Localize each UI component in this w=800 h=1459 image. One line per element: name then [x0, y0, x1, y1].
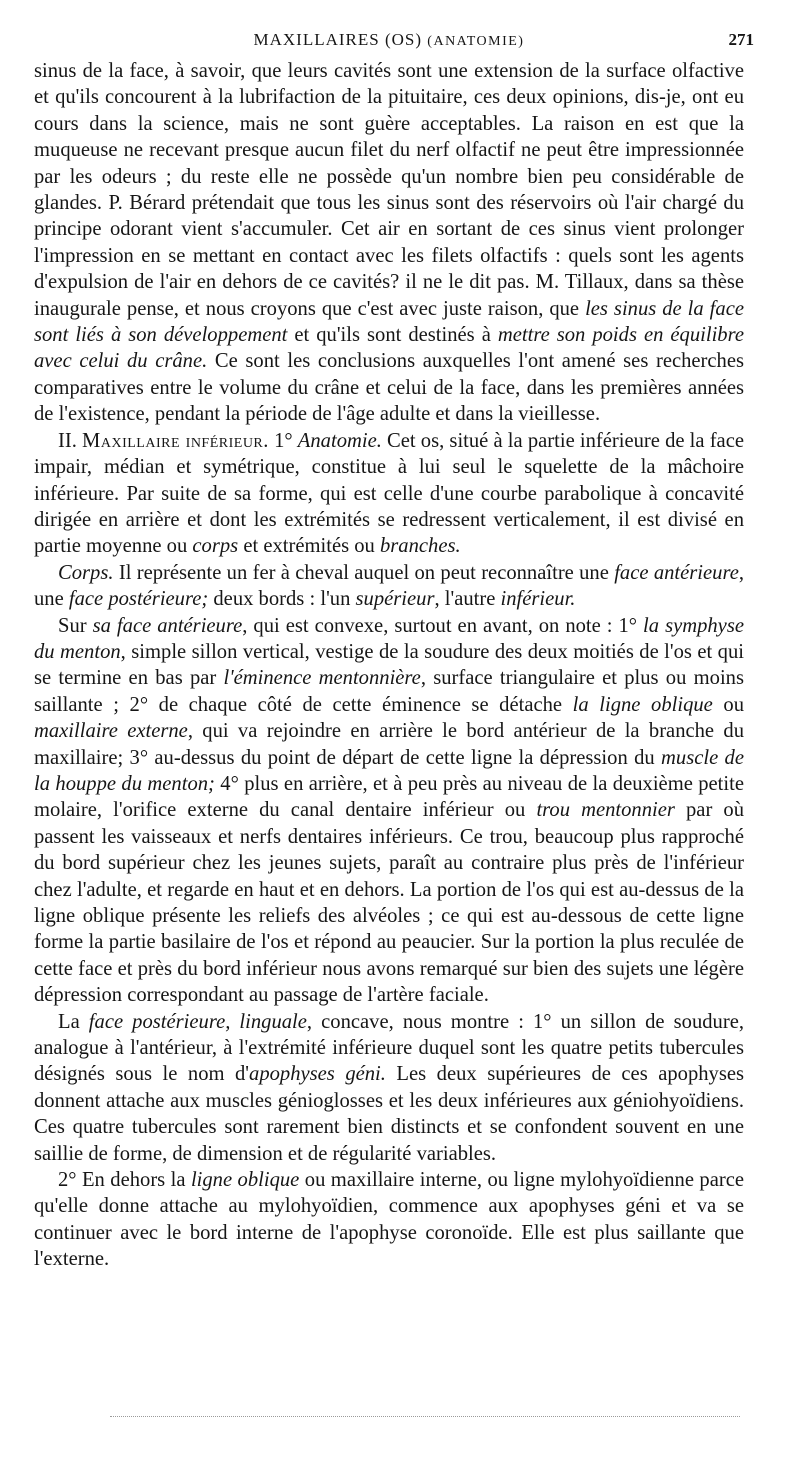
running-header [34, 26, 754, 58]
paragraph-face-posterieure: La face postérieure, linguale, concave, nous montre : 1° un sillon de soudure, analogue à l'antérieur, à l'extrémité inférieure duquel sont les quatre petits tubercules désignés sous le nom d'apophyses géni. Les deux supérieures de ces apophyses donnent attache aux muscles génioglosses et les deux inférieures aux géniohyoïdiens. Ces quatre tubercules sont rarement bien distincts et se confondent souvent en une saillie de forme, de dimension et de régularité variables. [34, 1010, 745, 1165]
section-heading: Maxillaire inférieur. [82, 429, 269, 452]
page-number: 271 [728, 30, 754, 49]
body-text [34, 58, 744, 1273]
running-title-main: MAXILLAIRES (OS) [253, 30, 423, 49]
paragraph-corps: Corps. Il représente un fer à cheval auquel on peut reconnaître une face antérieure, une face postérieure; deux bords : l'un supérieur, l'autre inférieur. [34, 561, 745, 611]
paragraph-ligne-oblique: 2° En dehors la ligne oblique ou maxillaire interne, ou ligne mylohyoïdienne parce qu'elle donne attache au mylohyoïdien, commence aux apophyses géni et va se continuer avec le bord interne de l'apophyse coronoïde. Elle est plus saillante que l'externe. [34, 1169, 744, 1271]
paragraph-face-anterieure: Sur sa face antérieure, qui est convexe, surtout en avant, on note : 1° la symphyse du menton, simple sillon vertical, vestige de la soudure des deux moitiés de l'os et qui se termine en bas par l'éminence mentonnière, surface triangulaire et plus ou moins saillante ; 2° de chaque côté de cette éminence se détache la ligne oblique ou maxillaire externe, qui va rejoindre en arrière le bord antérieur de la branche du maxillaire; 3° au-dessus du point de départ de cette ligne la dépression du muscle de la houppe du menton; 4° plus en arrière, et à peu près au niveau de la deuxième petite molaire, l'orifice externe du canal dentaire inférieur ou trou mentonnier par où passent les vaisseaux et nerfs dentaires inférieurs. Ce trou, beaucoup plus rapproché du bord supérieur chez les jeunes sujets, paraît au contraire plus près de l'inférieur chez l'adulte, et regarde en haut et en dehors. La portion de l'os qui est au-dessus de la ligne oblique présente les reliefs des alvéoles ; ce qui est au-dessous de cette ligne forme la partie basilaire de l'os et répond au peaucier. Sur la portion la plus reculée de cette face et près du bord inférieur nous avons remarqué sur bien des sujets une légère dépression correspondant au passage de l'artère faciale. [34, 614, 744, 1007]
running-title [34, 30, 744, 50]
running-title-section: (ANATOMIE) [427, 34, 525, 49]
paragraph-sinus-continuation: sinus de la face, à savoir, que leurs cavités sont une extension de la surface olfactive et qu'ils concourent à la lubrifaction de la pituitaire, ces deux opinions, dis-je, ont eu cours dans la science, mais ne sont guère acceptables. La raison en est que la muqueuse ne recevant presque aucun filet du nerf olfactif ne peut être impressionnée par les odeurs ; du reste elle ne possède qu'un nombre bien peu considérable de glandes. P. Bérard prétendait que tous les sinus sont des réservoirs où l'air chargé du principe odorant vient s'accumuler. Cet air en sortant de ces sinus vient prolonger l'impression en se mettant en contact avec les filets olfactifs : quels sont les agents d'expulsion de l'air en dehors de ce cavités? il ne le dit pas. M. Tillaux, dans sa thèse inaugurale pense, et nous croyons que c'est avec juste raison, que les sinus de la face sont liés à son développement et qu'ils sont destinés à mettre son poids en équilibre avec celui du crâne. Ce sont les conclusions auxquelles l'ont amené ses recherches comparatives entre le volume du crâne et celui de la face, dans les premières années de l'existence, pendant la période de l'âge adulte et dans la vieillesse. [34, 60, 744, 426]
paragraph-maxillaire-inferieur: II. Maxillaire inférieur. 1° Anatomie. Cet os, situé à la partie inférieure de la face impair, médian et symétrique, constitue à lui seul le squelette de la mâchoire inférieure. Par suite de sa forme, qui est celle d'une courbe parabolique à concavité dirigée en arrière et dont les extrémités se redressent verticalement, il est divisé en partie moyenne ou corps et extrémités ou branches. [34, 429, 744, 558]
page-bottom-rule [110, 1416, 740, 1418]
